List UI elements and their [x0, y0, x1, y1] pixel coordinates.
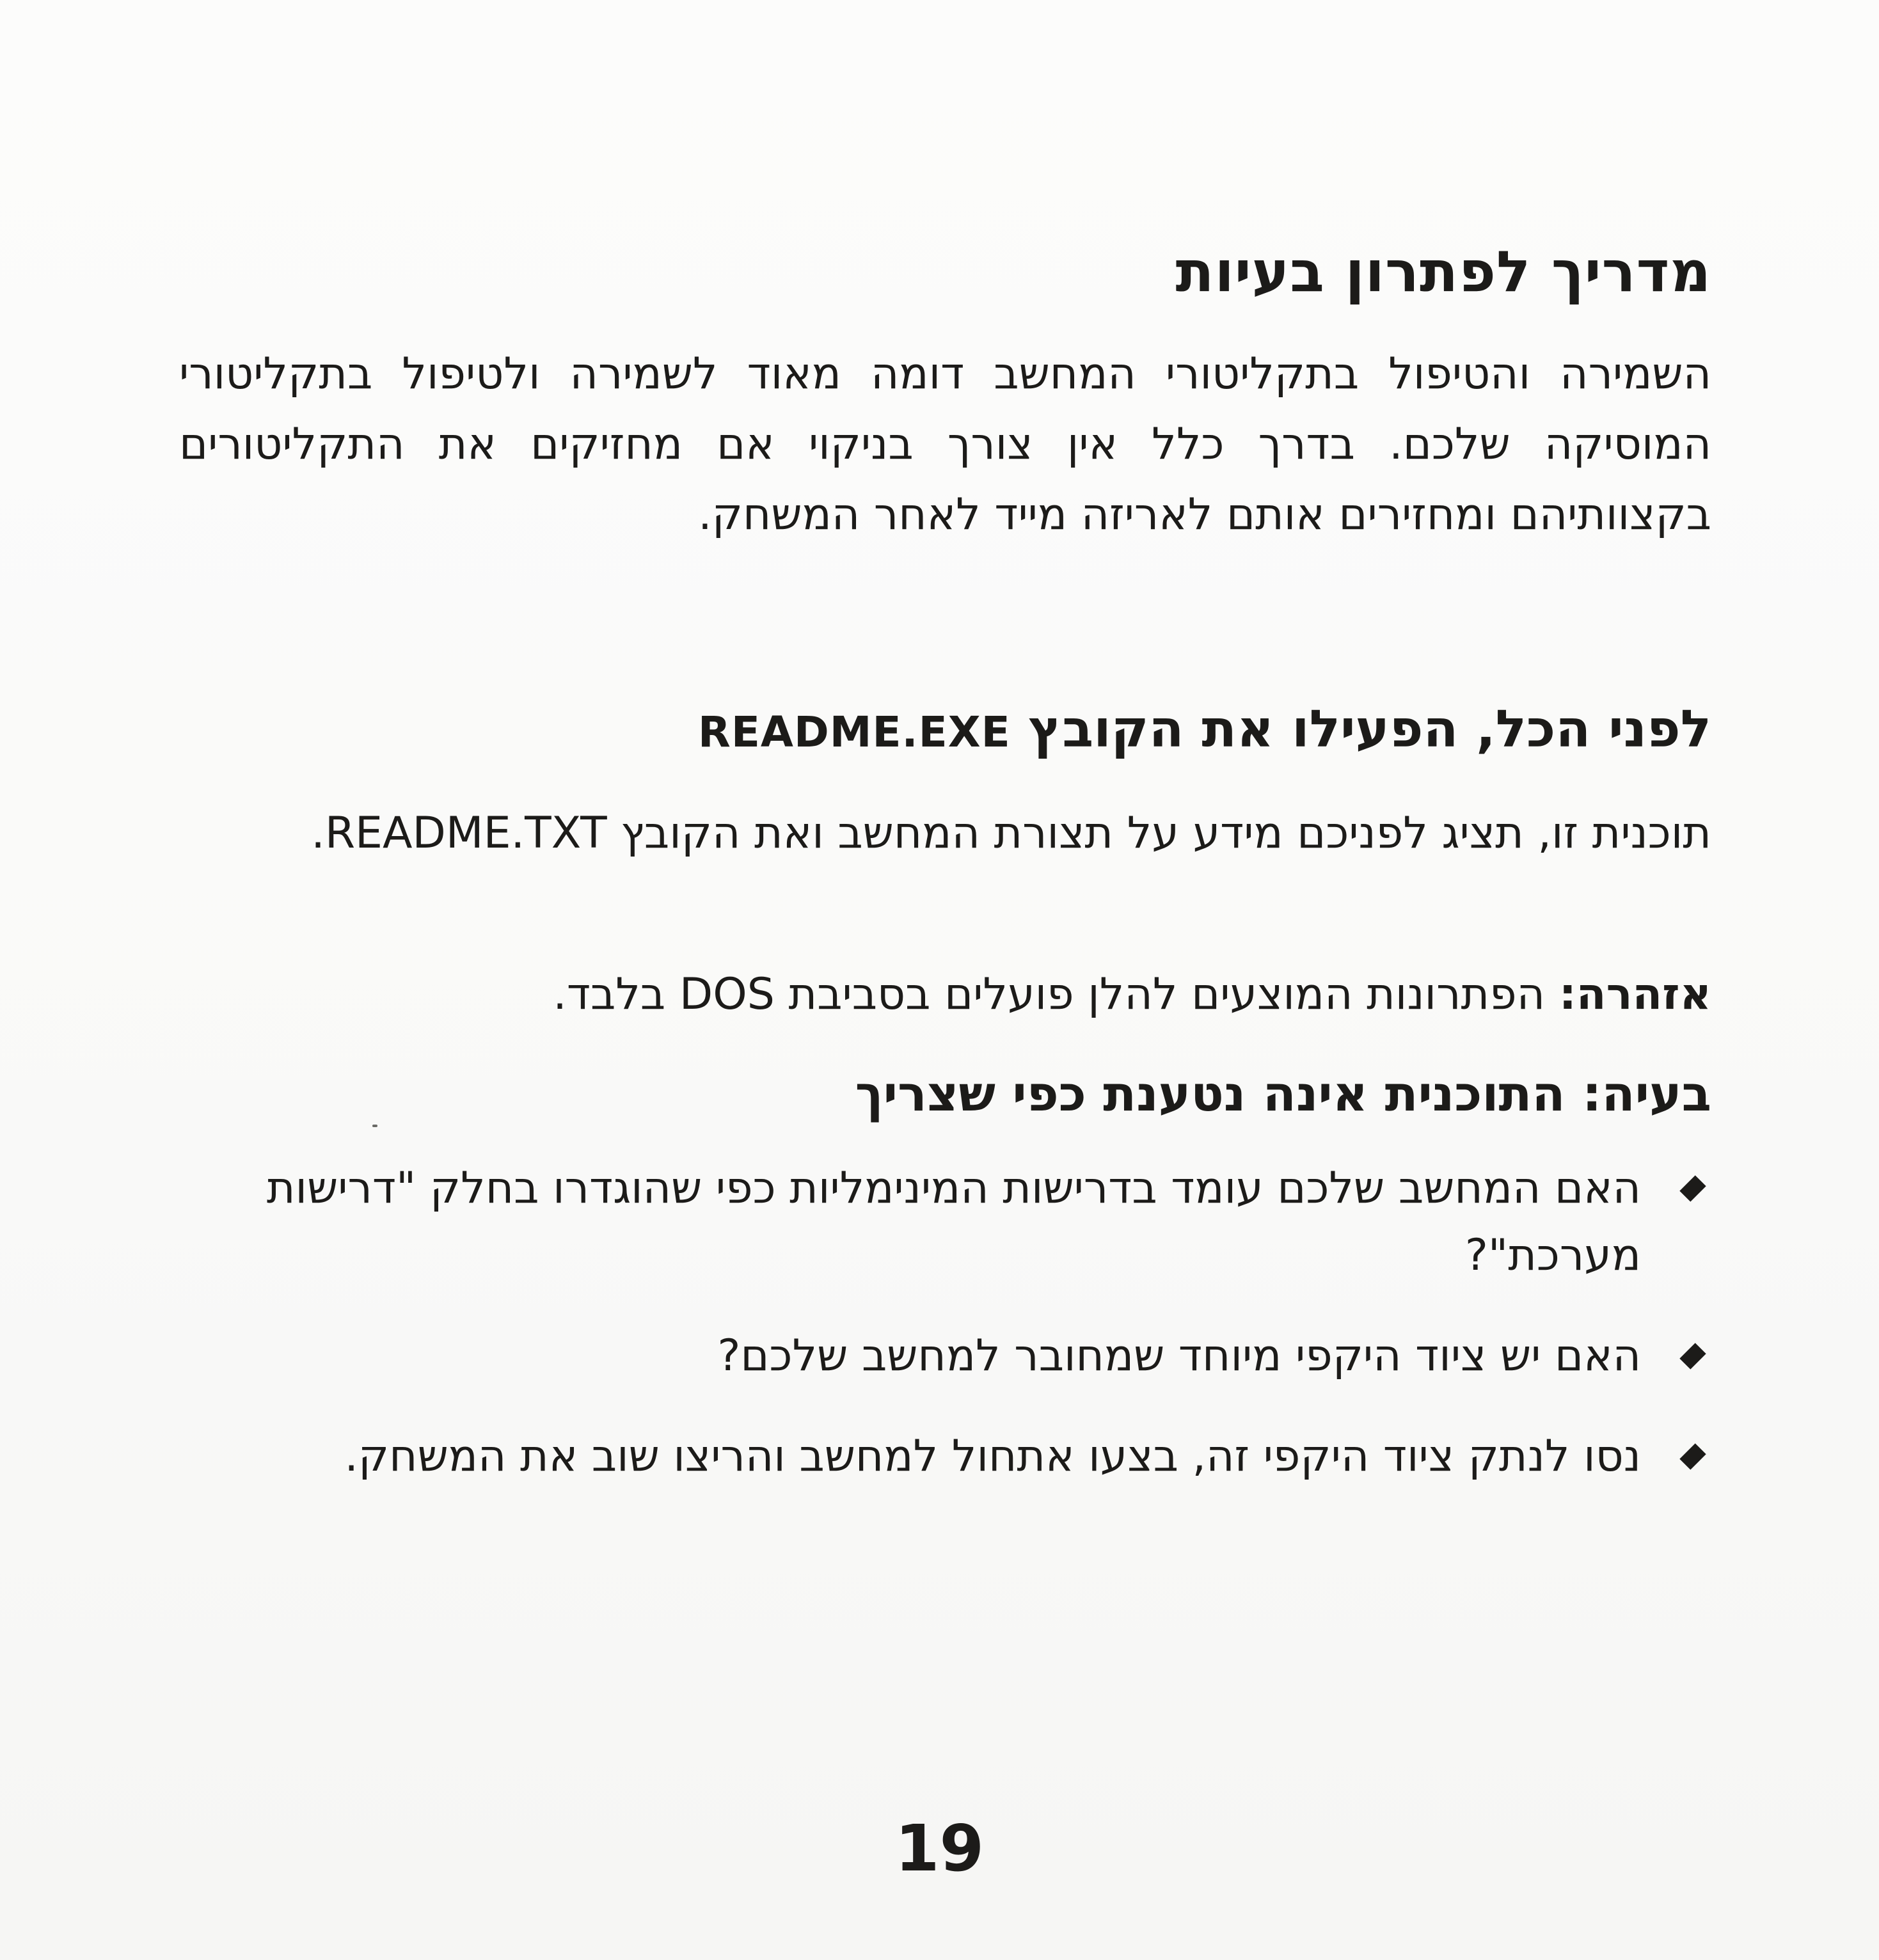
page-title: מדריך לפתרון בעיות — [1175, 239, 1711, 304]
paper-speck — [372, 1125, 377, 1127]
checklist — [218, 1155, 1711, 1523]
list-item — [218, 1423, 1711, 1490]
list-item — [218, 1155, 1711, 1289]
diamond-bullet-icon — [1679, 1343, 1706, 1369]
warning-line — [186, 960, 1711, 1030]
page-number: 19 — [894, 1811, 985, 1886]
readme-exe-filename: README.EXE — [698, 707, 1011, 757]
readme-paragraph: תוכנית זו, תציג לפניכם מידע על תצורת המחשב ואת הקובץ README.TXT. — [311, 808, 1711, 858]
diamond-bullet-icon — [1679, 1175, 1706, 1201]
warning-label: אזהרה: — [1558, 969, 1711, 1020]
problem-heading — [186, 1057, 1711, 1130]
warning-text: הפתרונות המוצעים להלן פועלים בסביבת DOS בלבד. — [553, 969, 1546, 1020]
section-heading-readme — [186, 691, 1711, 771]
section-heading-text: לפני הכל, הפעילו את הקובץ — [1028, 699, 1711, 759]
problem-label: בעיה: — [1582, 1065, 1711, 1122]
problem-text: התוכנית אינה נטענת כפי שצריך — [855, 1065, 1566, 1122]
list-item-text: האם יש ציוד היקפי מיוחד שמחובר למחשב שלכם? — [717, 1331, 1641, 1381]
intro-paragraph: השמירה והטיפול בתקליטורי המחשב דומה מאוד לשמירה ולטיפול בתקליטורי המוסיקה שלכם. בדרך כלל אין צורך בניקוי אם מחזיקים את התקליטורים בקצוותיהם ומחזירים אותם לאריזה מייד לאחר המשחק. — [179, 349, 1711, 540]
list-item-text: נסו לנתק ציוד היקפי זה, בצעו אתחול למחשב והריצו שוב את המשחק. — [344, 1431, 1641, 1482]
diamond-bullet-icon — [1679, 1443, 1706, 1469]
list-item-text: האם המחשב שלכם עומד בדרישות המינימליות כפי שהוגדרו בחלק "דרישות מערכת"? — [266, 1163, 1641, 1281]
list-item — [218, 1322, 1711, 1389]
